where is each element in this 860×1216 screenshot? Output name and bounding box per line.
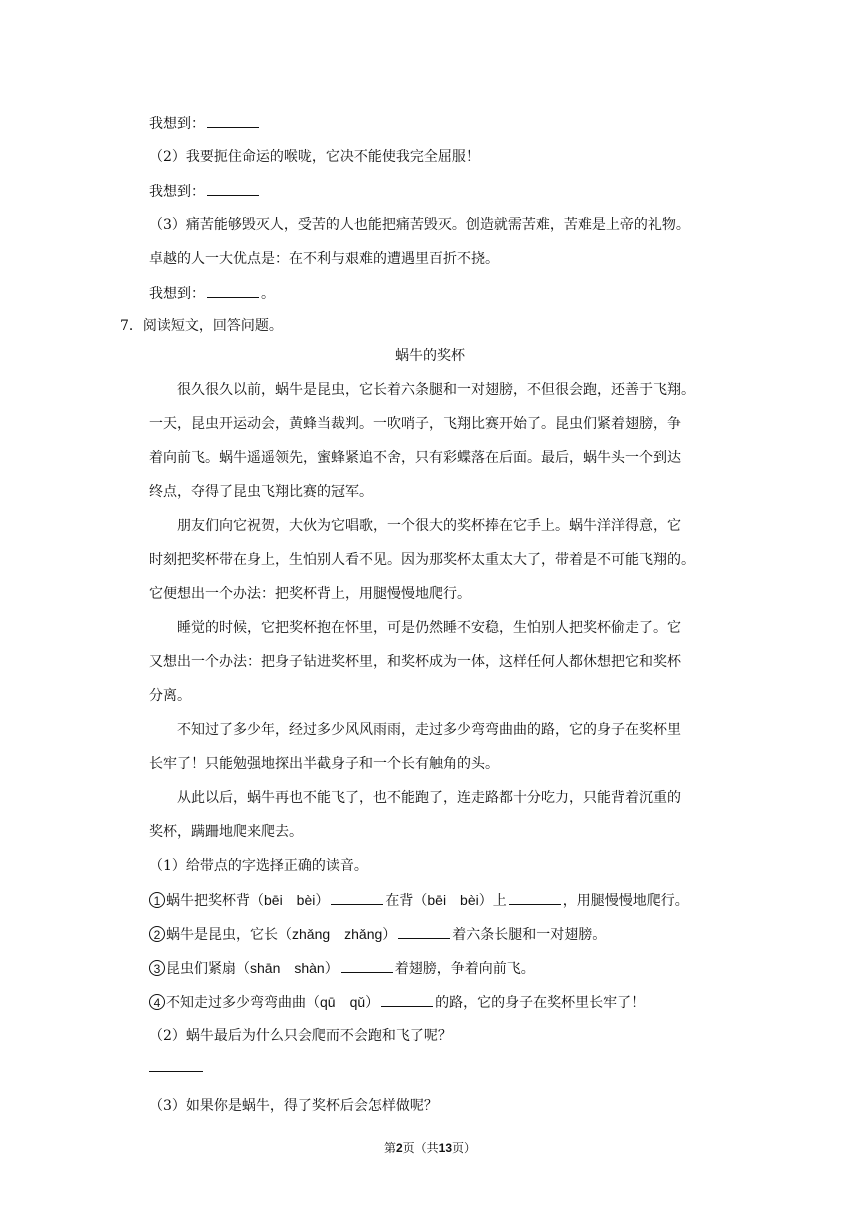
answer-blank[interactable] — [207, 181, 259, 196]
footer-text: 页） — [452, 1141, 477, 1155]
passage-line: 又想出一个办法：把身子钻进奖杯里，和奖杯成为一体，这样任何人都休想把它和奖杯 — [149, 654, 681, 670]
passage-line: 它便想出一个办法：把奖杯背上，用腿慢慢地爬行。 — [149, 586, 471, 602]
text: ） — [382, 927, 397, 943]
answer-blank[interactable] — [398, 924, 450, 939]
circled-number: 3 — [149, 960, 165, 976]
answer-line-3 — [149, 283, 275, 304]
text: 昆虫们紧扇（ — [166, 961, 250, 977]
text: 蜗牛把奖杯背（ — [166, 893, 264, 909]
pinyin-options: shān shàn — [250, 960, 325, 976]
passage-line: 睡觉的时候，它把奖杯抱在怀里，可是仍然睡不安稳，生怕别人把奖杯偷走了。它 — [177, 620, 681, 636]
passage-line: 长牢了！只能勉强地探出半截身子和一个长有触角的头。 — [149, 756, 499, 772]
answer-blank[interactable] — [207, 113, 259, 128]
sub-question-3: （3）如果你是蜗牛，得了奖杯后会怎样做呢？ — [149, 1098, 438, 1114]
answer-blank[interactable] — [341, 958, 393, 973]
text: 的路，它的身子在奖杯里长牢了！ — [435, 995, 646, 1011]
passage-line: 很久很久以前，蜗牛是昆虫，它长着六条腿和一对翅膀，不但很会跑，还善于飞翔。 — [177, 382, 695, 398]
question-7-heading: 7．阅读短文，回答问题。 — [120, 318, 283, 334]
circled-number: 2 — [149, 926, 165, 942]
circled-number: 1 — [149, 892, 165, 908]
text: 着六条长腿和一对翅膀。 — [452, 927, 607, 943]
text: 蜗牛是昆虫，它长（ — [166, 927, 292, 943]
answer-blank[interactable] — [331, 890, 383, 905]
period: 。 — [261, 286, 275, 302]
text: ） — [324, 961, 339, 977]
answer-blank-line[interactable] — [149, 1071, 203, 1072]
passage-title: 蜗牛的奖杯 — [395, 348, 465, 364]
prompt-3-cont: 卓越的人一大优点是：在不利与艰难的遭遇里百折不挠。 — [149, 251, 499, 267]
text: ）上 — [478, 893, 507, 909]
passage-line: 不知过了多少年，经过多少风风雨雨，走过多少弯弯曲曲的路，它的身子在奖杯里 — [177, 722, 681, 738]
passage-line: 时刻把奖杯带在身上，生怕别人看不见。因为那奖杯太重太大了，带着是不可能飞翔的。 — [149, 552, 695, 568]
text: 着翅膀，争着向前飞。 — [394, 961, 535, 977]
text: ） — [365, 995, 380, 1011]
pinyin-options: zhǎng zhǎng — [292, 926, 383, 942]
sub-question-1: （1）给带点的字选择正确的读音。 — [149, 858, 368, 874]
pronunciation-item-3 — [149, 958, 535, 979]
pinyin-options: qū qǔ — [320, 994, 366, 1010]
pinyin-options: bēi bèi — [264, 892, 316, 908]
circled-number: 4 — [149, 994, 165, 1010]
passage-line: 朋友们向它祝贺，大伙为它唱歌，一个很大的奖杯捧在它手上。蜗牛洋洋得意，它 — [177, 518, 681, 534]
pronunciation-item-1 — [149, 890, 689, 911]
text: 不知走过多少弯弯曲曲（ — [166, 995, 320, 1011]
page-total: 13 — [438, 1141, 453, 1155]
passage-line: 从此以后，蜗牛再也不能飞了，也不能跑了，连走路都十分吃力，只能背着沉重的 — [177, 790, 681, 806]
passage-line: 分离。 — [149, 688, 191, 704]
text: ，用腿慢慢地爬行。 — [562, 893, 689, 909]
passage-line: 一天，昆虫开运动会，黄蜂当裁判。一吹哨子，飞翔比赛开始了。昆虫们紧着翅膀，争 — [149, 416, 681, 432]
prompt-2: （2）我要扼住命运的喉咙，它决不能使我完全屈服！ — [149, 149, 480, 165]
text: ） — [315, 893, 330, 909]
footer-text: 第 — [383, 1141, 396, 1155]
passage-line: 奖杯，蹒跚地爬来爬去。 — [149, 824, 303, 840]
label: 我想到： — [149, 184, 205, 200]
pronunciation-item-4 — [149, 992, 645, 1013]
label: 我想到： — [149, 116, 205, 132]
footer-text: 页（共 — [402, 1141, 439, 1155]
answer-blank[interactable] — [509, 890, 561, 905]
prompt-3: （3）痛苦能够毁灭人，受苦的人也能把痛苦毁灭。创造就需苦难，苦难是上帝的礼物。 — [149, 217, 690, 233]
passage-line: 着向前飞。蜗牛遥遥领先，蜜蜂紧追不舍，只有彩蝶落在后面。最后，蜗牛头一个到达 — [149, 450, 681, 466]
pronunciation-item-2 — [149, 924, 606, 945]
answer-blank[interactable] — [381, 992, 433, 1007]
answer-line-2 — [149, 181, 261, 202]
answer-line-1 — [149, 113, 261, 134]
text: 在背（ — [385, 893, 428, 909]
pinyin-options: bēi bèi — [427, 892, 479, 908]
answer-blank[interactable] — [207, 283, 259, 298]
page-footer — [0, 1140, 860, 1156]
page-number: 2 — [395, 1141, 403, 1155]
sub-question-2: （2）蜗牛最后为什么只会爬而不会跑和飞了呢？ — [149, 1028, 452, 1044]
passage-line: 终点，夺得了昆虫飞翔比赛的冠军。 — [149, 484, 373, 500]
label: 我想到： — [149, 286, 205, 302]
